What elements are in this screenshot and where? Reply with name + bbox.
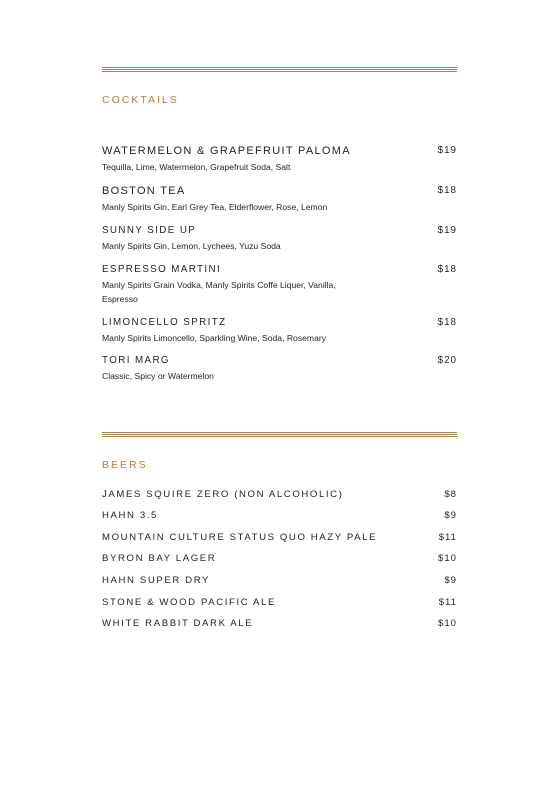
item-price: $18 <box>437 317 457 328</box>
item-description: Manly Spirits Gin, Lemon, Lychees, Yuzu Soda <box>102 241 281 251</box>
beer-item <box>102 553 457 567</box>
item-description: Manly Spirits Grain Vodka, Manly Spirits Coffe Liquer, Vanilla, Espresso <box>102 280 336 304</box>
item-price: $20 <box>437 355 457 366</box>
item-price: $11 <box>438 597 457 608</box>
item-name: MOUNTAIN CULTURE STATUS QUO HAZY PALE <box>102 532 378 543</box>
item-name: HAHN SUPER DRY <box>102 575 211 586</box>
cocktails-divider <box>102 67 457 73</box>
beer-item <box>102 489 457 503</box>
item-price: $9 <box>444 510 457 521</box>
item-name: STONE & WOOD PACIFIC ALE <box>102 597 276 608</box>
item-name: LIMONCELLO SPRITZ <box>102 317 227 328</box>
beer-item <box>102 618 457 632</box>
item-name: TORI MARG <box>102 355 170 366</box>
item-description: Manly Spirits Gin, Earl Grey Tea, Elderflower, Rose, Lemon <box>102 202 328 212</box>
menu-item <box>102 145 457 174</box>
beer-item <box>102 597 457 611</box>
item-price: $10 <box>437 618 457 629</box>
menu-item <box>102 317 457 345</box>
cocktails-heading: COCKTAILS <box>102 94 179 106</box>
item-name: JAMES SQUIRE ZERO (NON ALCOHOLIC) <box>102 489 344 500</box>
item-price: $19 <box>437 225 457 236</box>
item-price: $11 <box>438 532 457 543</box>
item-price: $9 <box>444 575 457 586</box>
beers-heading: BEERS <box>102 459 148 471</box>
item-name: WATERMELON & GRAPEFRUIT PALOMA <box>102 145 351 157</box>
beer-item <box>102 575 457 589</box>
beer-item <box>102 510 457 524</box>
item-description: Classic, Spicy or Watermelon <box>102 371 214 381</box>
item-name: ESPRESSO MARTINI <box>102 264 222 275</box>
item-name: WHITE RABBIT DARK ALE <box>102 618 254 629</box>
item-price: $8 <box>444 489 457 500</box>
item-price: $18 <box>437 264 457 275</box>
beers-divider <box>102 432 457 438</box>
item-price: $10 <box>437 553 457 564</box>
beer-item <box>102 532 457 546</box>
item-name: BYRON BAY LAGER <box>102 553 217 564</box>
menu-item <box>102 264 457 306</box>
item-description: Manly Spirits Limoncello, Sparkling Wine, Soda, Rosemary <box>102 333 327 343</box>
item-name: BOSTON TEA <box>102 185 186 197</box>
item-name: HAHN 3.5 <box>102 510 158 521</box>
menu-item <box>102 355 457 383</box>
menu-item <box>102 225 457 253</box>
item-description: Tequilla, Lime, Watermelon, Grapefruit Soda, Salt <box>102 162 291 172</box>
item-name: SUNNY SIDE UP <box>102 225 197 236</box>
item-price: $18 <box>437 185 457 196</box>
menu-item <box>102 185 457 214</box>
item-price: $19 <box>437 145 457 156</box>
